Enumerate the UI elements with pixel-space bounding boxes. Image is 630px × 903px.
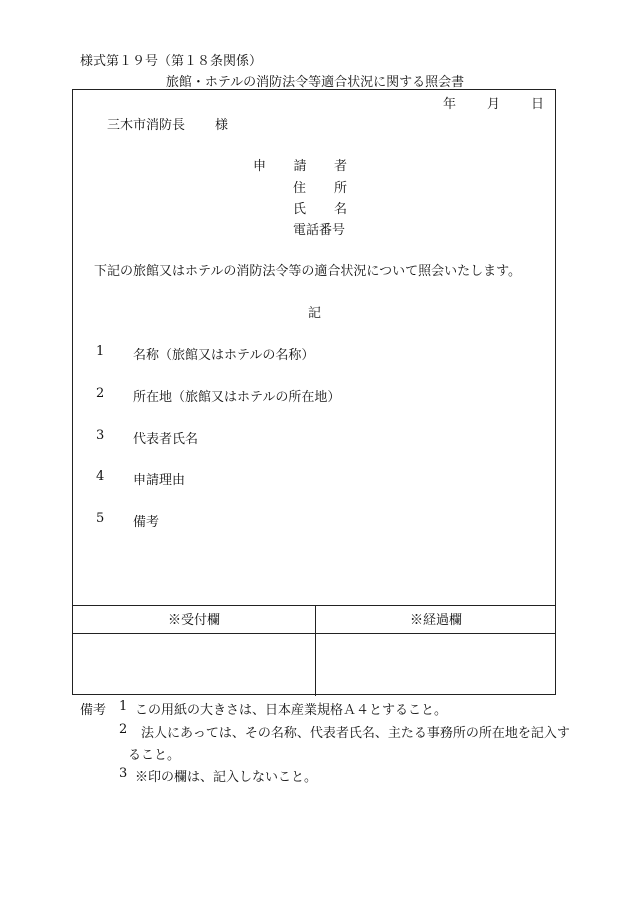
item-label: 所在地（旅館又はホテルの所在地） [133,390,341,405]
remark-number: 1 [119,699,128,714]
date-day: 日 [531,97,545,112]
applicant-name-label [293,198,347,217]
applicant-phone-label: 電話番号 [293,223,346,238]
item-label: 名称（旅館又はホテルの名称） [133,348,315,363]
remark-number: 2 [119,722,128,737]
date-month: 月 [487,97,501,112]
request-body-text: 下記の旅館又はホテルの消防法令等の適合状況について照会いたします。 [94,264,522,279]
address-label-char: 住 [293,181,307,196]
remark-text: ※印の欄は、記入しないこと。 [135,770,318,785]
applicant-heading-char: 請 [293,159,307,174]
remark-text-continued: ること。 [128,748,181,763]
remark-text: この用紙の大きさは、日本産業規格Ａ４とすること。 [135,703,448,718]
name-label-char: 名 [333,202,347,217]
addressee-name: 三木市消防長 [107,118,186,133]
reception-cell[interactable] [73,634,314,695]
remark-number: 3 [119,766,128,781]
item-number: 1 [96,344,105,359]
form-number: 様式第１９号（第１８条関係） [80,54,263,69]
reception-column-header: ※受付欄 [167,613,220,628]
document-title: 旅館・ホテルの消防法令等適合状況に関する照会書 [165,75,465,90]
progress-column-header: ※経過欄 [409,613,462,628]
item-label: 備考 [133,515,160,530]
applicant-heading [253,155,347,174]
remarks-heading: 備考 [80,703,107,718]
form-frame [72,89,556,695]
item-label: 申請理由 [133,473,186,488]
addressee-honorific: 様 [215,118,229,133]
applicant-address-label [293,177,347,196]
name-label-char: 氏 [293,202,307,217]
item-label: 代表者氏名 [133,432,199,447]
date-year: 年 [443,97,457,112]
record-heading: 記 [308,306,322,321]
remark-text: 法人にあっては、その名称、代表者氏名、主たる事務所の所在地を記入す [141,726,570,741]
applicant-heading-char: 申 [253,159,267,174]
item-number: 3 [96,428,105,443]
progress-cell[interactable] [316,634,556,695]
item-number: 4 [96,469,105,484]
item-number: 5 [96,511,105,526]
item-number: 2 [96,386,105,401]
applicant-heading-char: 者 [333,159,347,174]
table-top-line [73,605,555,606]
address-label-char: 所 [333,181,347,196]
